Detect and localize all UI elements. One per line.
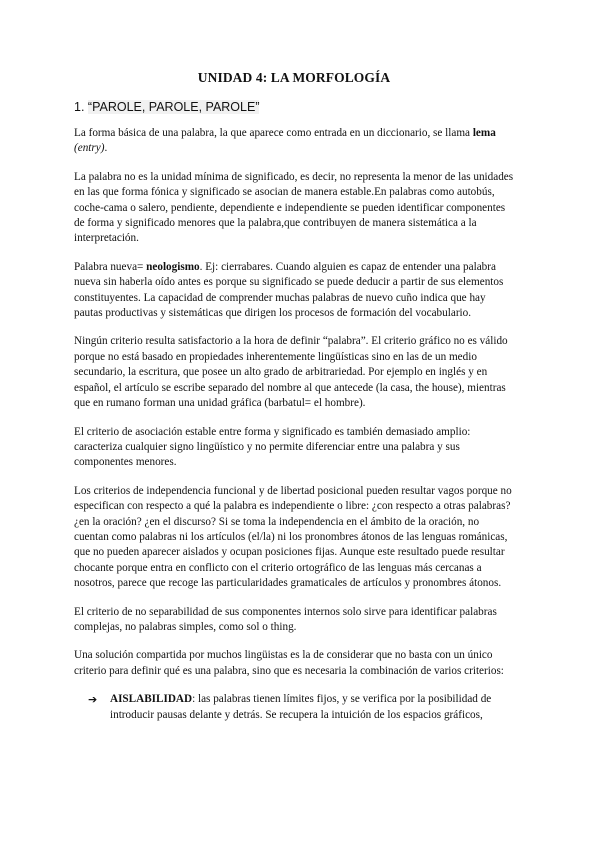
paragraph-criterio-grafico: Ningún criterio resulta satisfactorio a la hora de definir “palabra”. El criterio gráfico no es válido porque no está basado en propiedades inherentemente lingüísticas sino en las de un medio secundario, la escritura, que posee un alto grado de arbitrariedad. Por ejemplo en inglés y en español, el artículo se escribe separado del nombre al que antecede (la casa, the house), mientras que en rumano forman una unidad gráfica (barbatul= el hombre). <box>74 335 508 410</box>
arrow-bullet-icon: ➔ <box>88 693 98 707</box>
section-title: “PAROLE, PAROLE, PAROLE” <box>87 100 260 114</box>
paragraph-unidad-minima: La palabra no es la unidad mínima de significado, es decir, no representa la menor de las unidades en las que forma fónica y significado se asocian de manera estable.En palabras como autobús, coche-cama o salero, pendiente, dependiente e independiente se pueden identificar componentes de forma y significado menores que la palabra,que contribuyen de manera sistemática a la interpretación. <box>74 170 514 245</box>
page-title: UNIDAD 4: LA MORFOLOGÍA <box>197 70 391 85</box>
paragraph-neologismo <box>74 260 514 322</box>
paragraph-criterio-independencia: Los criterios de independencia funcional y de libertad posicional pueden resultar vagos porque no especifican con respecto a qué la palabra es independiente o libre: ¿con respecto a otras palabras? ¿en la oración? ¿en el discurso? Si se toma la independencia en el ámbito de la oración, no cuentan como palabras ni los artículos (el/la) ni los pronombres átonos de las lenguas románicas, que no pueden aparecer aislados y ocupan posiciones fijas. Aunque este resultado puede resultar chocante porque entra en conflicto con el criterio ortográfico de las lenguas más cercanas a nosotros, parece que recoge las particularidades gramaticales de artículos y pronombres átonos. <box>74 484 512 590</box>
criteria-list <box>74 692 514 723</box>
text-run: . <box>104 142 108 155</box>
term-neologismo: neologismo <box>146 260 200 273</box>
text-run: La forma básica de una palabra, la que aparece como entrada en un diccionario, se llama <box>74 127 473 139</box>
section-heading <box>74 100 514 114</box>
list-item <box>88 692 514 723</box>
text-run: : las palabras tienen límites fijos, y se verifica por la posibilidad de introducir pausas delante y detrás. Se recupera la intuición de los espacios gráficos, <box>110 693 492 721</box>
section-number: 1. <box>74 100 88 114</box>
list-item-text <box>110 692 514 723</box>
term-aislabilidad: AISLABILIDAD <box>110 693 193 706</box>
text-run: . Ej: cierrabares. Cuando alguien es capaz de entender una palabra nueva sin haberla oído antes es porque su significado se puede deducir a partir de sus elementos constituyentes. La capacidad de comprender muchas palabras de nuevo cuño indica que hay pautas productivas y sistemáticas que dirigen los procesos de formación del vocabulario. <box>74 260 504 320</box>
text-run: Palabra nueva= <box>74 260 147 273</box>
term-entry: (entry) <box>74 142 105 155</box>
term-lema: lema <box>472 127 496 139</box>
paragraph-criterio-asociacion: El criterio de asociación estable entre forma y significado es también demasiado amplio: caracteriza cualquier signo lingüístico y no permite diferenciar entre una palabra y sus componentes menores. <box>74 425 471 469</box>
paragraph-lema <box>74 126 514 157</box>
paragraph-solucion: Una solución compartida por muchos lingüistas es la de considerar que no basta con un único criterio para definir qué es una palabra, sino que es necesaria la combinación de varios criterios: <box>74 649 504 677</box>
paragraph-criterio-separabilidad: El criterio de no separabilidad de sus componentes internos solo sirve para identificar palabras complejas, no palabras simples, como sol o thing. <box>74 605 497 633</box>
